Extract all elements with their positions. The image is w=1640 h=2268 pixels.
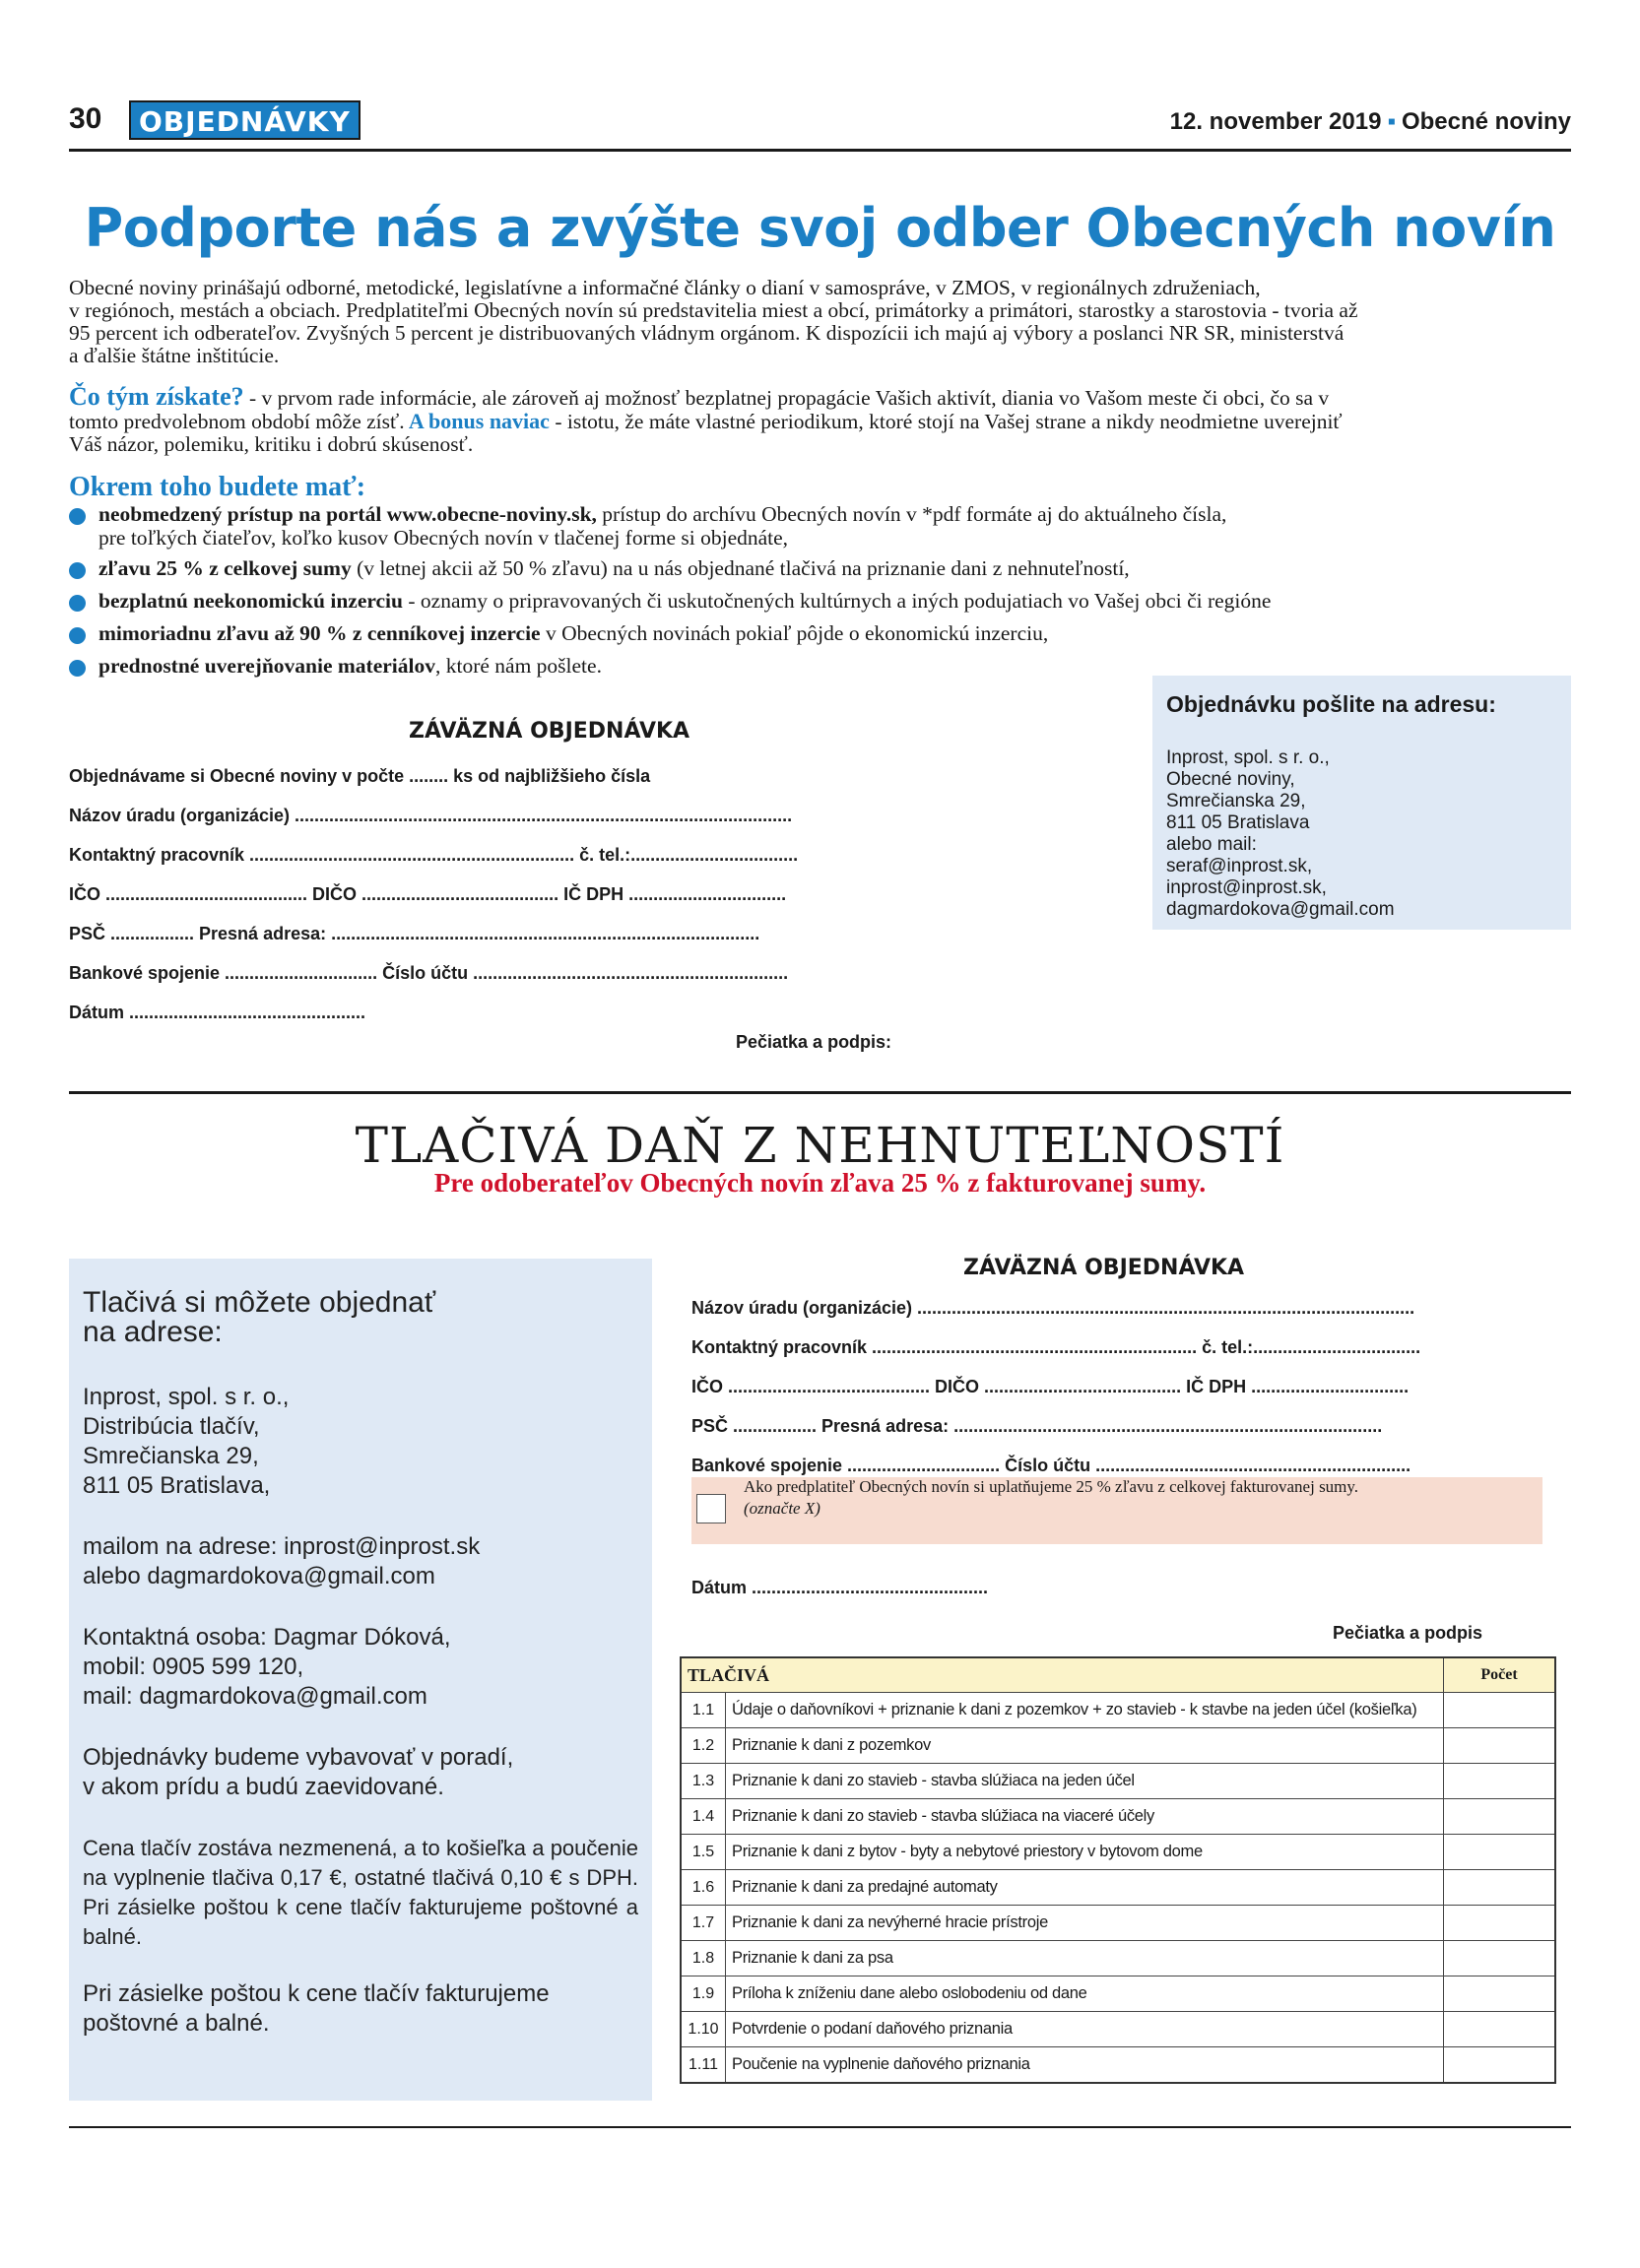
separator-dot: ▪ [1387,108,1396,135]
address-box [1152,676,1571,930]
row-name: Priznanie k dani za predajné automaty [726,1870,1444,1906]
form-field-date[interactable]: Dátum ................................................ [69,1003,366,1022]
count-cell[interactable] [1444,1799,1556,1835]
item-text: - oznamy o pripravovaných či uskutočnených kultúrnych a iných podujatiach vo Vašej obci či regióne [403,589,1272,613]
table-header-name: TLAČIVÁ [681,1657,1444,1693]
footer-rule [69,2126,1571,2128]
address-box-title: Objednávku pošlite na adresu: [1166,691,1496,717]
count-cell[interactable] [1444,1941,1556,1976]
row-number: 1.6 [681,1870,726,1906]
table-row [681,1835,1555,1870]
form-field-contact[interactable]: Kontaktný pracovník .................................................................. č. tel.:.................................. [691,1337,1421,1357]
info-contact-line: Kontaktná osoba: Dagmar Dóková, [83,1624,451,1651]
info-contact-line: mobil: 0905 599 120, [83,1653,304,1680]
count-cell[interactable] [1444,1693,1556,1728]
order-form-title: ZÁVÄZNÁ OBJEDNÁVKA [963,1256,1245,1280]
form-field-quantity[interactable]: Objednávame si Obecné noviny v počte ........ ks od najbližšieho čísla [69,766,651,786]
benefits-text: Váš názor, polemiku, kritiku i dobrú skúsenosť. [69,432,474,456]
address-line: Inprost, spol. s r. o., [1166,747,1330,768]
table-row [681,1906,1555,1941]
form-field-office[interactable]: Názov úradu (organizácie) ..................................................................................................... [691,1298,1415,1318]
intro-line: v regiónoch, mestách a obciach. Predplatiteľmi Obecných novín sú predstavitelia miest a obcí, primátorky a primátori, starostky a starostovia - tvoria až [69,298,1358,322]
header-rule [69,149,1571,152]
row-number: 1.4 [681,1799,726,1835]
info-mail-line[interactable]: mailom na adrese: inprost@inprost.sk [83,1533,481,1560]
page-number: 30 [69,102,102,135]
count-cell[interactable] [1444,2047,1556,2084]
item-bold: bezplatnú neekonomickú inzerciu [98,589,403,613]
row-number: 1.11 [681,2047,726,2084]
form-field-ico[interactable]: IČO ......................................... DIČO ........................................ IČ DPH ................................ [69,884,787,904]
row-number: 1.1 [681,1693,726,1728]
intro-line: 95 percent ich odberateľov. Zvyšných 5 percent je distribuovaných vládnym orgánom. K dispozícii ich majú aj výbory a poslanci NR SR, ministerstvá [69,321,1345,345]
row-name: Priznanie k dani zo stavieb - stavba slúžiaca na jeden účel [726,1764,1444,1799]
info-heading: Tlačivá si môžete objednať [83,1286,436,1319]
address-line: 811 05 Bratislava [1166,812,1310,833]
forms-section-title: TLAČIVÁ DAŇ Z NEHNUTEĽNOSTÍ [355,1117,1285,1174]
bullet-icon [69,660,86,677]
row-name: Poučenie na vyplnenie daňového priznania [726,2047,1444,2084]
list-item [69,502,1571,551]
section-divider [69,1091,1571,1094]
info-postage-line: poštovné a balné. [83,2010,270,2037]
table-row [681,1941,1555,1976]
benefits-text: tomto predvolebnom období môže zísť. [69,410,405,433]
email-link[interactable]: dagmardokova@gmail.com [1166,899,1395,920]
forms-table [680,1656,1556,2084]
table-header-row [681,1657,1555,1693]
info-address-line: Smrečianska 29, [83,1443,259,1469]
row-name: Priznanie k dani z pozemkov [726,1728,1444,1764]
form-field-ico[interactable]: IČO ......................................... DIČO ........................................ IČ DPH ................................ [691,1377,1410,1396]
info-contact-line[interactable]: mail: dagmardokova@gmail.com [83,1683,427,1710]
form-field-office[interactable]: Názov úradu (organizácie) ..................................................................................................... [69,806,793,825]
table-row [681,1870,1555,1906]
row-number: 1.10 [681,2012,726,2047]
email-link[interactable]: inprost@inprost.sk, [1166,877,1327,898]
item-text: (v letnej akcii až 50 % zľavu) na u nás objednané tlačivá na priznanie dani z nehnuteľností, [351,556,1130,580]
count-cell[interactable] [1444,1728,1556,1764]
table-row [681,1799,1555,1835]
item-bold: zľavu 25 % z celkovej sumy [98,556,352,580]
intro-paragraph [69,277,1571,367]
signature-label: Pečiatka a podpis: [736,1032,892,1052]
section-label: OBJEDNÁVKY [129,100,361,140]
publication-name: Obecné noviny [1401,108,1571,135]
benefits-paragraph [69,382,1571,456]
address-line: Smrečianska 29, [1166,791,1306,811]
item-bold: prednostné uverejňovanie materiálov [98,654,435,678]
count-cell[interactable] [1444,1906,1556,1941]
info-address-line: Distribúcia tlačív, [83,1413,260,1440]
row-name: Priznanie k dani z bytov - byty a nebytové priestory v bytovom dome [726,1835,1444,1870]
info-order-line: v akom prídu a budú zaevidované. [83,1774,444,1800]
table-header-count: Počet [1444,1657,1556,1693]
form-field-address[interactable]: PSČ ................. Presná adresa: ....................................................................................... [69,924,760,943]
benefits-lead: Čo tým získate? [69,382,244,411]
info-price-text: Cena tlačív zostáva nezmenená, a to košieľka a poučenie na vyplnenie tlačiva 0,17 €, ostatné tlačivá 0,10 € s DPH. Pri zásielke poštou k cene tlačív fakturujeme poštovné a balné. [83,1836,638,1949]
forms-section-subtitle: Pre odoberateľov Obecných novín zľava 25 % z fakturovanej sumy. [433,1168,1207,1198]
email-link[interactable]: seraf@inprost.sk, [1166,856,1313,876]
table-row [681,2012,1555,2047]
item-text: v Obecných novinách pokiaľ pôjde o ekonomickú inzerciu, [540,621,1049,645]
table-row [681,1976,1555,2012]
item-text: pre toľkých čiateľov, koľko kusov Obecných novín v tlačenej forme si objednáte, [98,526,789,550]
form-field-address[interactable]: PSČ ................. Presná adresa: ....................................................................................... [691,1416,1383,1436]
bullet-icon [69,562,86,579]
table-row [681,1728,1555,1764]
count-cell[interactable] [1444,1835,1556,1870]
row-name: Potvrdenie o podaní daňového priznania [726,2012,1444,2047]
extras-heading: Okrem toho budete mať: [69,472,366,502]
row-name: Priznanie k dani zo stavieb - stavba slúžiaca na viaceré účely [726,1799,1444,1835]
form-field-bank[interactable]: Bankové spojenie ............................... Číslo účtu ................................................................ [691,1456,1411,1475]
row-number: 1.7 [681,1906,726,1941]
info-order-line: Objednávky budeme vybavovať v poradí, [83,1744,514,1771]
intro-line: a ďalšie štátne inštitúcie. [69,344,280,367]
info-postage-line: Pri zásielke poštou k cene tlačív fakturujeme [83,1980,550,2007]
row-name: Priznanie k dani za nevýherné hracie prístroje [726,1906,1444,1941]
row-name: Priznanie k dani za psa [726,1941,1444,1976]
item-text: prístup do archívu Obecných novín v *pdf formáte aj do aktuálneho čísla, [596,502,1227,526]
row-number: 1.3 [681,1764,726,1799]
bullet-icon [69,508,86,525]
info-address-line: 811 05 Bratislava, [83,1472,271,1499]
order-form-title: ZÁVÄZNÁ OBJEDNÁVKA [409,719,690,744]
count-cell[interactable] [1444,2012,1556,2047]
info-box [69,1259,652,2101]
bonus-label: A bonus naviac [404,409,550,433]
row-number: 1.8 [681,1941,726,1976]
issue-date: 12. november 2019 [1169,108,1382,135]
bullet-icon [69,595,86,612]
count-cell[interactable] [1444,1870,1556,1906]
form-field-date[interactable]: Dátum ................................................ [691,1578,989,1597]
bullet-icon [69,627,86,644]
benefits-text: - v prvom rade informácie, ale zároveň aj možnosť bezplatnej propagácie Vašich aktivít, diania vo Vašom meste či obci, čo sa v [243,386,1330,410]
row-name: Príloha k zníženiu dane alebo oslobodeniu od dane [726,1976,1444,2012]
item-bold: mimoriadnu zľavu až 90 % z cenníkovej inzercie [98,621,541,645]
info-mail-line[interactable]: alebo dagmardokova@gmail.com [83,1563,435,1589]
address-line: alebo mail: [1166,834,1257,855]
table-row [681,2047,1555,2084]
address-line: Obecné noviny, [1166,769,1295,790]
discount-text: Ako predplatiteľ Obecných novín si uplatňujeme 25 % zľavu z celkovej fakturovanej sumy. [744,1477,1359,1496]
form-field-contact[interactable]: Kontaktný pracovník .................................................................. č. tel.:.................................. [69,845,799,865]
signature-label: Pečiatka a podpis [1333,1623,1483,1643]
discount-checkbox[interactable] [696,1494,726,1523]
benefits-text: - istotu, že máte vlastné periodikum, ktoré stojí na Vašej strane a nikdy neodmietne uverejniť [549,410,1343,433]
row-number: 1.9 [681,1976,726,2012]
header-info [1170,108,1571,136]
intro-line: Obecné noviny prinášajú odborné, metodické, legislatívne a informačné články o dianí v samospráve, v ZMOS, v regionálnych združeniach, [69,276,1261,299]
item-bold: neobmedzený prístup na portál www.obecne-noviny.sk, [98,502,597,526]
table-row [681,1764,1555,1799]
count-cell[interactable] [1444,1764,1556,1799]
table-row [681,1693,1555,1728]
count-cell[interactable] [1444,1976,1556,2012]
headline: Podporte nás a zvýšte svoj odber Obecných novín [84,197,1556,259]
info-heading: na adrese: [83,1316,223,1348]
form-field-bank[interactable]: Bankové spojenie ............................... Číslo účtu ................................................................ [69,963,789,983]
item-text: , ktoré nám pošlete. [434,654,602,678]
row-number: 1.5 [681,1835,726,1870]
row-number: 1.2 [681,1728,726,1764]
row-name: Údaje o daňovníkovi + priznanie k dani z pozemkov + zo stavieb - k stavbe na jeden účel (košieľka) [726,1693,1444,1728]
info-address-line: Inprost, spol. s r. o., [83,1384,290,1410]
discount-hint: (označte X) [744,1499,820,1518]
